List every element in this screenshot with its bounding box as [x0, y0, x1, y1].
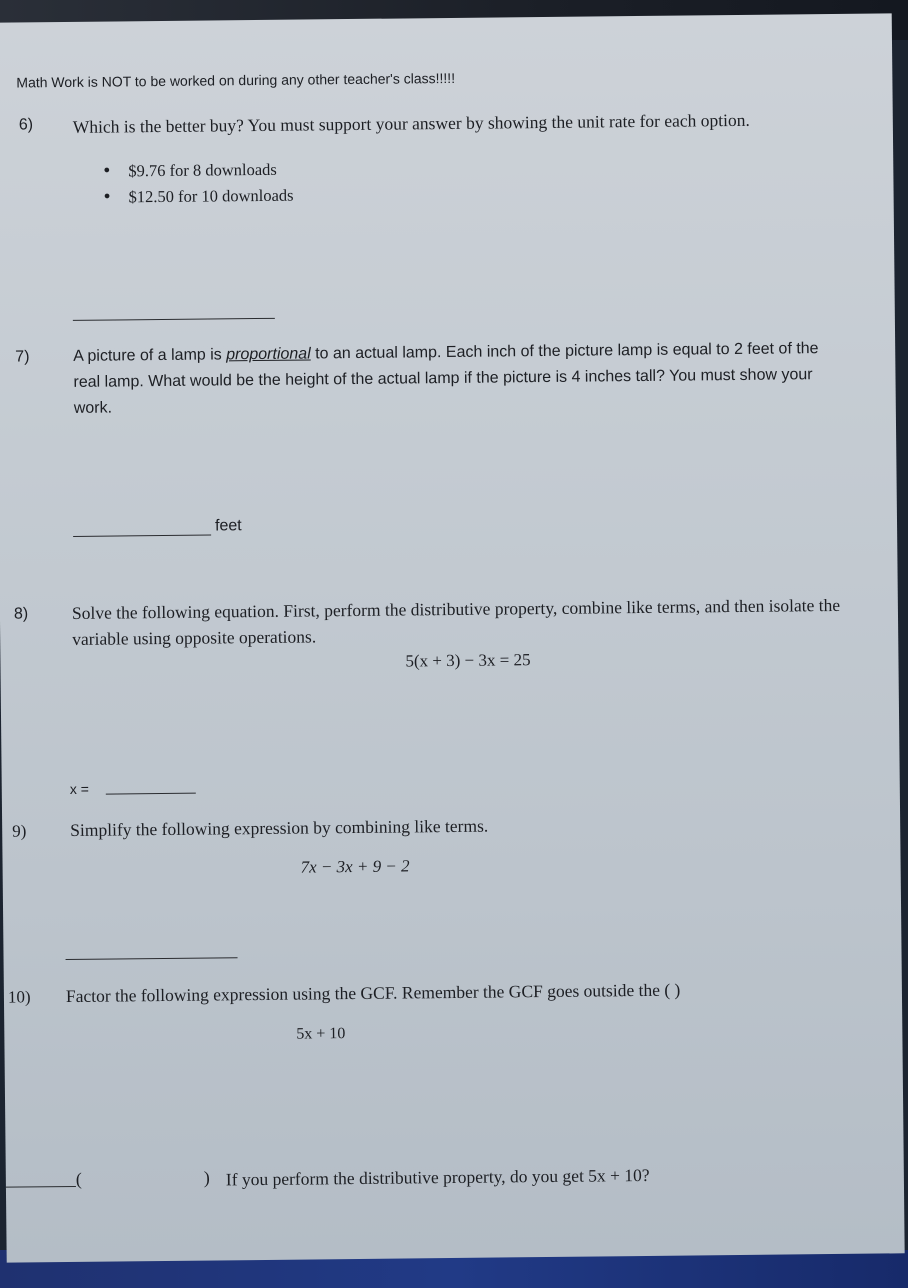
question-8-answer-line[interactable] — [106, 793, 196, 795]
question-7-unit: feet — [214, 517, 242, 535]
question-10-close-paren: ) — [203, 1167, 210, 1188]
question-9-expression: 7x − 3x + 9 − 2 — [300, 856, 410, 877]
question-6-option-2: • $12.50 for 10 downloads — [128, 186, 293, 208]
question-7-text — [73, 336, 849, 422]
question-9-number: 9) — [12, 821, 27, 841]
question-8-text: Solve the following equation. First, perform the distributive property, combine like terms, and then isolate the variable using opposite operations. — [71, 594, 841, 649]
question-8-equation: 5(x + 3) − 3x = 25 — [405, 650, 531, 671]
question-9-text: Simplify the following expression by combining like terms. — [70, 815, 489, 840]
question-10-answer-line[interactable] — [6, 1186, 76, 1188]
question-7-answer-line[interactable] — [73, 534, 211, 536]
question-8-number: 8) — [13, 605, 29, 623]
question-6-answer-line[interactable] — [73, 318, 275, 321]
question-6-text: Which is the better buy? You must support your answer by showing the unit rate for each option. — [72, 109, 750, 137]
page-header: Math Work is NOT to be worked on during any other teacher's class!!!!! — [16, 69, 456, 91]
question-7-emphasis: proportional — [226, 345, 311, 364]
question-6-option-1: • $9.76 for 8 downloads — [128, 160, 277, 182]
question-9-answer-line[interactable] — [66, 957, 238, 960]
question-10-text: Factor the following expression using the GCF. Remember the GCF goes outside the ( ) — [65, 979, 681, 1007]
question-8-answer-label: x = — [69, 780, 89, 797]
question-7-text-part: A picture of a lamp is — [73, 346, 227, 365]
question-7-number: 7) — [15, 348, 30, 366]
question-10-number: 10) — [7, 987, 31, 1007]
question-10-followup: If you perform the distributive property, do you get 5x + 10? — [225, 1164, 650, 1190]
worksheet-page — [0, 13, 905, 1262]
question-6-number: 6) — [18, 116, 34, 134]
question-10-open-paren: ( — [75, 1168, 82, 1189]
question-10-expression: 5x + 10 — [296, 1025, 346, 1043]
question-7-text-part: to an actual lamp. Each inch of the picture lamp is equal to 2 feet of the real lamp. What would be the height of the actual lamp if the picture is 4 inches tall? You must show your work. — [73, 340, 819, 417]
